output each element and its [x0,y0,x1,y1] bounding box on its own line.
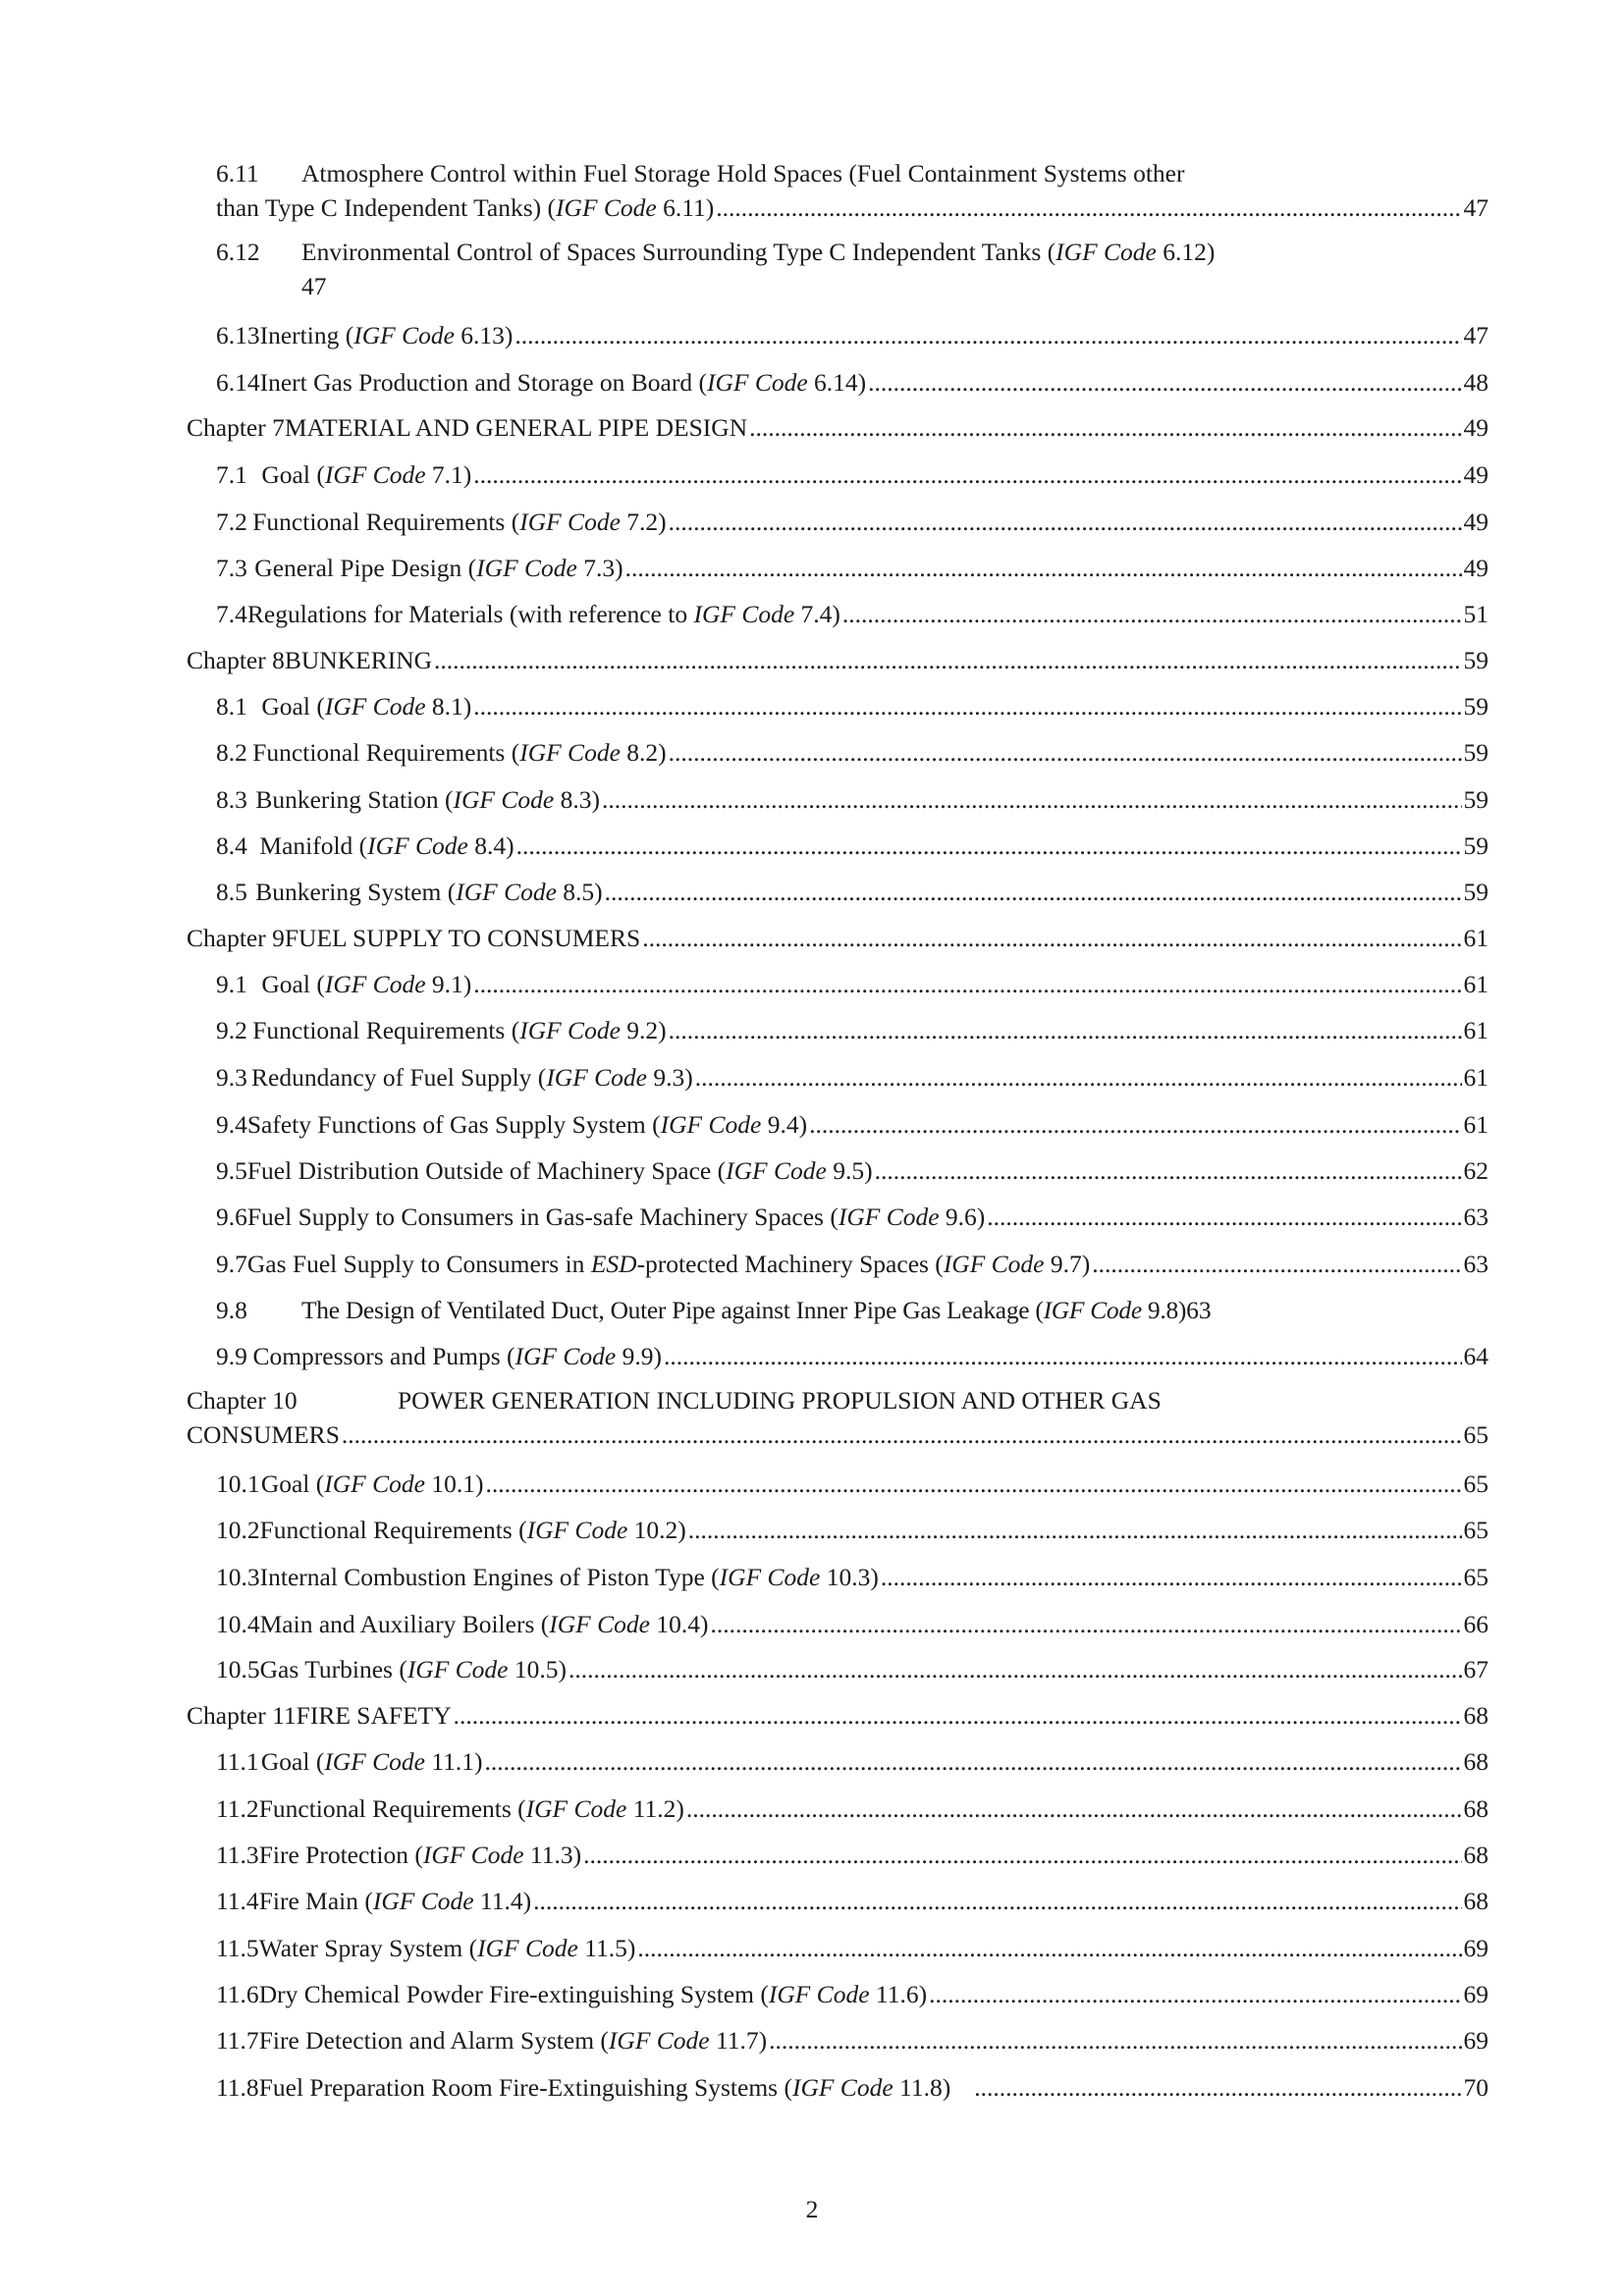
toc-page: 61 [1463,1016,1489,1044]
leader-dots [602,785,1462,815]
toc-entry-6-14[interactable] [216,368,1489,398]
toc-entry-6-13[interactable] [216,321,1489,350]
toc-page: 59 [1463,831,1489,860]
toc-chapter-11[interactable] [187,1701,1489,1731]
toc-title: Functional Requirements (IGF Code 10.2) [259,1516,686,1544]
toc-title: Manifold (IGF Code 8.4) [259,831,514,860]
leader-dots [881,1563,1462,1592]
toc-entry-11-8[interactable] [216,2073,1489,2103]
toc-entry-11-7[interactable] [216,2026,1489,2056]
toc-title: Functional Requirements (IGF Code 9.2) [252,1016,667,1044]
toc-entry-8-4[interactable] [216,831,1489,861]
toc-entry-11-2[interactable] [216,1794,1489,1824]
toc-page: 49 [1463,413,1489,442]
chapter-title-line2: CONSUMERS [187,1420,340,1449]
toc-number: 10.2 [216,1516,260,1544]
toc-page: 69 [1463,1934,1489,1962]
toc-number: 11.6 [216,1980,259,2008]
leader-dots [669,738,1462,768]
toc-entry-9-2[interactable] [216,1016,1489,1045]
toc-page: 69 [1463,2026,1489,2055]
toc-title: Goal (IGF Code 8.1) [261,692,472,721]
page-number: 2 [805,2195,819,2223]
toc-number: 9.9 [216,1342,247,1370]
leader-dots [583,1841,1461,1870]
toc-entry-11-3[interactable] [216,1841,1489,1870]
toc-entry-8-2[interactable] [216,738,1489,768]
toc-title: Functional Requirements (IGF Code 11.2) [258,1794,684,1823]
toc-title: Fuel Distribution Outside of Machinery Space (IGF Code 9.5) [246,1156,873,1185]
leader-dots [605,878,1462,907]
toc-title: Goal (IGF Code 7.1) [261,460,472,489]
toc-number: 7.3 [216,554,247,582]
toc-entry-9-7[interactable] [216,1250,1489,1279]
toc-entry-9-1[interactable] [216,970,1489,999]
toc-number: 9.7 [216,1250,247,1278]
leader-dots [710,1610,1461,1639]
toc-entry-10-5[interactable] [216,1655,1489,1684]
toc-page: 51 [1463,600,1489,628]
toc-entry-7-3[interactable] [216,554,1489,583]
toc-number: 9.5 [216,1156,247,1185]
leader-dots [716,195,1461,221]
toc-page: 68 [1463,1701,1489,1730]
leader-dots [568,1655,1462,1684]
toc-page: 49 [1463,460,1489,489]
toc-title: Regulations for Materials (with reference to IGF Code 7.4) [246,600,840,628]
toc-number: 6.12 [216,238,260,266]
leader-dots [637,1934,1461,1963]
toc-entry-7-4[interactable] [216,600,1489,629]
toc-page: 49 [1463,507,1489,536]
toc-page: 63 [1463,1202,1489,1231]
toc-title: Internal Combustion Engines of Piston Type (IGF Code 10.3) [259,1563,879,1591]
toc-page: 59 [1463,878,1489,906]
toc-entry-9-3[interactable] [216,1063,1489,1093]
toc-entry-10-4[interactable] [216,1610,1489,1639]
toc-number: 8.2 [216,738,247,767]
toc-title: Gas Fuel Supply to Consumers in ESD-protected Machinery Spaces (IGF Code 9.7) [246,1250,1091,1278]
toc-title: Bunkering Station (IGF Code 8.3) [255,785,600,814]
toc-entry-9-6[interactable] [216,1202,1489,1232]
toc-chapter-7[interactable] [187,413,1489,443]
toc-title: The Design of Ventilated Duct, Outer Pipe against Inner Pipe Gas Leakage (IGF Code 9.8) [301,1296,1187,1324]
toc-number: 10.1 [216,1469,260,1498]
toc-entry-10-3[interactable] [216,1563,1489,1592]
toc-number: 10.4 [216,1610,260,1638]
toc-number: 11.4 [216,1887,259,1915]
toc-title: Main and Auxiliary Boilers (IGF Code 10.4) [259,1610,709,1638]
toc-title: Inerting (IGF Code 6.13) [259,321,514,349]
toc-title: Goal (IGF Code 9.1) [261,970,472,998]
toc-entry-10-2[interactable] [216,1516,1489,1545]
toc-entry-8-5[interactable] [216,878,1489,907]
toc-entry-9-8[interactable] [216,1296,1489,1325]
leader-dots [473,692,1461,721]
leader-dots [516,831,1462,861]
leader-dots [769,2026,1461,2056]
toc-number: 8.1 [216,692,247,721]
toc-page: 67 [1463,1655,1489,1683]
toc-number: 8.4 [216,831,247,860]
leader-dots [454,1701,1462,1731]
toc-title: Fire Detection and Alarm System (IGF Code 11.7) [258,2026,768,2055]
toc-title: Fire Protection (IGF Code 11.3) [258,1841,582,1869]
leader-dots [809,1110,1461,1140]
toc-number: 6.11 [216,159,259,187]
leader-dots [987,1202,1461,1232]
toc-page: 61 [1463,1063,1489,1092]
toc-title: Safety Functions of Gas Supply System (IGF Code 9.4) [246,1110,808,1139]
toc-title: Compressors and Pumps (IGF Code 9.9) [252,1342,662,1370]
toc-number: 9.1 [216,970,247,998]
chapter-number: Chapter 10 [187,1386,298,1415]
toc-title: Fuel Supply to Consumers in Gas-safe Machinery Spaces (IGF Code 9.6) [246,1202,986,1231]
toc-title-line1: Atmosphere Control within Fuel Storage Hold Spaces (Fuel Containment Systems other [301,159,1185,187]
toc-title: Dry Chemical Powder Fire-extinguishing System (IGF Code 11.6) [258,1980,928,2008]
toc-page: 47 [1463,193,1489,222]
toc-page: 68 [1463,1794,1489,1823]
toc-entry-10-1[interactable] [216,1469,1489,1499]
toc-number: 9.8 [216,1296,247,1324]
toc-page: 69 [1463,1980,1489,2008]
toc-number: 7.1 [216,460,247,489]
toc-number: 11.7 [216,2026,259,2055]
toc-title: Water Spray System (IGF Code 11.5) [258,1934,636,1962]
toc-title-line2: than Type C Independent Tanks) (IGF Code 6.11) [216,193,715,222]
toc-number: 9.6 [216,1202,247,1231]
leader-dots [974,2073,1461,2103]
leader-dots [533,1887,1461,1916]
toc-page: 68 [1463,1887,1489,1915]
toc-title: Functional Requirements (IGF Code 7.2) [252,507,667,536]
toc-title: Gas Turbines (IGF Code 10.5) [259,1655,567,1683]
toc-title: Bunkering System (IGF Code 8.5) [255,878,603,906]
toc-number: 9.2 [216,1016,247,1044]
toc-page: 59 [1463,692,1489,721]
chapter-number: Chapter 8 [187,646,285,674]
toc-number: 10.5 [216,1655,260,1683]
chapter-number: Chapter 7 [187,413,285,442]
leader-dots [514,321,1461,350]
toc-page: 64 [1463,1342,1489,1370]
toc-entry-8-3[interactable] [216,785,1489,815]
toc-page: 68 [1463,1747,1489,1776]
leader-dots [625,554,1462,583]
chapter-title: BUNKERING [284,646,433,674]
toc-title: Environmental Control of Spaces Surrounding Type C Independent Tanks (IGF Code 6.12) [301,238,1216,266]
chapter-title: MATERIAL AND GENERAL PIPE DESIGN [284,413,748,442]
toc-page: 61 [1463,1110,1489,1139]
toc-number: 6.13 [216,321,260,349]
chapter-title: FUEL SUPPLY TO CONSUMERS [284,924,641,952]
leader-dots [842,600,1462,629]
leader-dots [342,1422,1462,1448]
leader-dots [868,368,1461,398]
toc-page: 59 [1463,738,1489,767]
toc-title: Redundancy of Fuel Supply (IGF Code 9.3) [251,1063,693,1092]
leader-dots [929,1980,1461,2009]
leader-dots [686,1794,1462,1824]
leader-dots [749,413,1461,443]
toc-entry-11-1[interactable] [216,1747,1489,1777]
toc-number: 7.4 [216,600,247,628]
toc-number: 6.14 [216,368,260,397]
toc-page: 66 [1463,1610,1489,1638]
toc-page: 59 [1463,785,1489,814]
toc-title: Goal (IGF Code 10.1) [260,1469,484,1498]
toc-number: 8.5 [216,878,247,906]
toc-page: 65 [1463,1516,1489,1544]
toc-entry-7-1[interactable] [216,460,1489,490]
toc-entry-11-6[interactable] [216,1980,1489,2009]
toc-entry-9-4[interactable] [216,1110,1489,1140]
toc-page: 63 [1463,1250,1489,1278]
leader-dots [669,1016,1462,1045]
chapter-number: Chapter 9 [187,924,285,952]
toc-entry-8-1[interactable] [216,692,1489,721]
leader-dots [473,460,1461,490]
leader-dots [1092,1250,1461,1279]
toc-number: 11.8 [216,2073,259,2102]
leader-dots [473,970,1461,999]
toc-page: 62 [1463,1156,1489,1185]
toc-page: 70 [1463,2073,1489,2102]
toc-number: 9.3 [216,1063,247,1092]
toc-page: 49 [1463,554,1489,582]
toc-page: 65 [1463,1420,1489,1449]
chapter-title: FIRE SAFETY [296,1701,452,1730]
toc-title: Fuel Preparation Room Fire-Extinguishing Systems (IGF Code 11.8) [258,2073,951,2102]
toc-number: 7.2 [216,507,247,536]
toc-number: 9.4 [216,1110,247,1139]
leader-dots [688,1516,1462,1545]
toc-title: Fire Main (IGF Code 11.4) [258,1887,532,1915]
toc-number: 11.5 [216,1934,259,1962]
leader-dots [695,1063,1462,1093]
leader-dots [669,507,1462,537]
toc-page: 47 [1463,321,1489,349]
toc-title: Inert Gas Production and Storage on Board (IGF Code 6.14) [259,368,867,397]
toc-number: 11.2 [216,1794,259,1823]
toc-title: General Pipe Design (IGF Code 7.3) [254,554,623,582]
toc-title: Functional Requirements (IGF Code 8.2) [252,738,667,767]
leader-dots [485,1747,1462,1777]
toc-number: 8.3 [216,785,247,814]
toc-page: 61 [1463,970,1489,998]
chapter-title-line1: POWER GENERATION INCLUDING PROPULSION AND OTHER GAS [398,1386,1162,1415]
toc-entry-7-2[interactable] [216,507,1489,537]
toc-entry-9-5[interactable] [216,1156,1489,1186]
toc-page: 59 [1463,646,1489,674]
toc-entry-11-5[interactable] [216,1934,1489,1963]
toc-page: 61 [1463,924,1489,952]
toc-number: 11.3 [216,1841,259,1869]
toc-title: Goal (IGF Code 11.1) [260,1747,483,1776]
toc-chapter-9[interactable] [187,924,1489,953]
toc-page: 47 [301,272,327,300]
toc-page: 68 [1463,1841,1489,1869]
leader-dots [642,924,1461,953]
toc-number: 11.1 [216,1747,259,1776]
toc-chapter-8[interactable] [187,646,1489,675]
toc-entry-9-9[interactable] [216,1342,1489,1371]
chapter-number: Chapter 11 [187,1701,297,1730]
leader-dots [875,1156,1462,1186]
leader-dots [485,1469,1461,1499]
toc-page: 48 [1463,368,1489,397]
toc-page: 65 [1463,1469,1489,1498]
toc-entry-11-4[interactable] [216,1887,1489,1916]
leader-dots [664,1342,1462,1371]
leader-dots [434,646,1461,675]
toc-number: 10.3 [216,1563,260,1591]
toc-page: 63 [1186,1296,1212,1324]
toc-page: 65 [1463,1563,1489,1591]
